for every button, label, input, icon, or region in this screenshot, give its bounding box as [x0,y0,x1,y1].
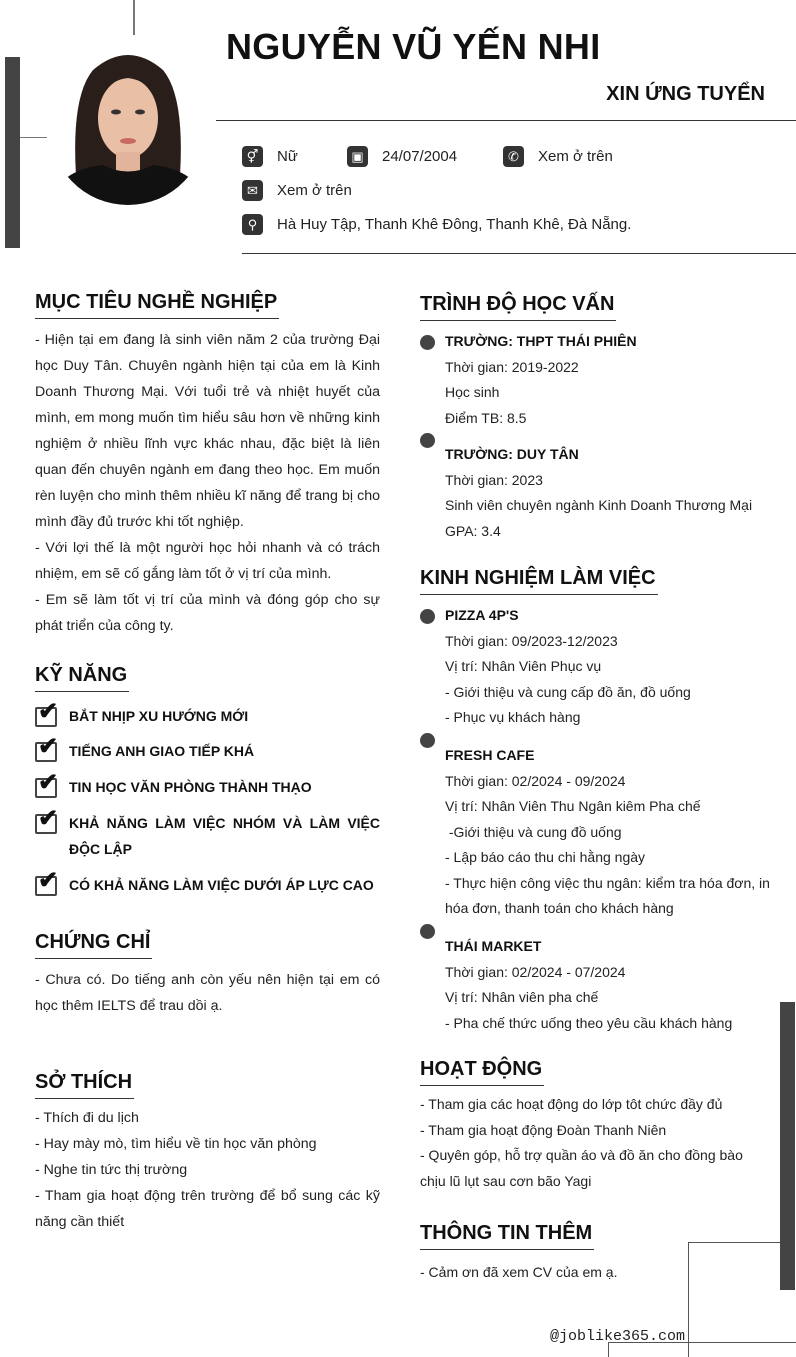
entry-title: PIZZA 4P'S [445,607,519,623]
entry-line: Thời gian: 02/2024 - 07/2024 [445,963,626,980]
entry-line: - Giới thiệu và cung cấp đồ ăn, đồ uống [445,683,691,700]
entry-line: Sinh viên chuyên ngành Kinh Doanh Thương Mại [445,497,753,513]
objective-paragraph: - Em sẽ làm tốt vị trí của mình và đóng góp cho sự phát triển của công ty. [35,592,380,634]
section-certificates [35,931,380,1019]
watermark: @joblike365.com [550,1328,686,1345]
section-experience [420,567,658,595]
entry-line: - Lập báo cáo thu chi hằng ngày [445,849,646,865]
section-title: TRÌNH ĐỘ HỌC VẤN [420,293,616,321]
divider [216,120,796,121]
bullet-icon [420,335,435,350]
skill-label: KHẢ NĂNG LÀM VIỆC NHÓM VÀ LÀM VIỆC ĐỘC LẬP [69,815,380,857]
dob-value: 24/07/2004 [382,148,458,165]
hobby-item: - Tham gia hoạt động trên trường để bổ sung các kỹ năng cần thiết [35,1188,380,1230]
hobby-item: - Hay mày mò, tìm hiểu về tin học văn phòng [35,1136,317,1152]
decor-right-bar [780,1002,795,1290]
objective-paragraph: - Hiện tại em đang là sinh viên năm 2 của trường Đại học Duy Tân. Chuyên ngành hiện tại của em là Kinh Doanh Thương Mại. Với tuổi trẻ và nhiệt huyết của mình, em mong muốn tìm hiểu sâu hơn về những kinh nghiệm ở nhiều lĩnh vực khác nhau, đặc biệt là liên quan đến chuyên ngành em đang theo học. Em muốn rèn luyện cho mình thêm nhiều kĩ năng để trang bị cho mình đầy đủ trước khi tốt nghiệp. [35,332,380,530]
skill-label: TIN HỌC VĂN PHÒNG THÀNH THẠO [69,779,312,795]
hobby-item: - Thích đi du lịch [35,1110,139,1126]
bullet-icon [420,733,435,748]
experience-item [420,733,780,922]
job-title: XIN ỨNG TUYỂN [606,83,765,105]
entry-line: Vị trí: Nhân Viên Phục vụ [445,658,602,674]
candidate-name: NGUYỄN VŨ YẾN NHI [226,26,601,67]
bullet-icon [420,609,435,624]
education-item [420,329,780,431]
avatar [48,40,208,205]
section-hobbies [35,1071,380,1235]
decor-line [20,137,47,138]
skill-item [35,769,380,800]
entry-line: - Phục vụ khách hàng [445,709,581,725]
activity-item: - Quyên góp, hỗ trợ quần áo và đồ ăn cho đồng bào chịu lũ lụt sau cơn bão Yagi [420,1147,743,1190]
entry-line: GPA: 3.4 [445,522,501,539]
decor-left-bar [5,57,20,248]
contact-phone [503,146,613,167]
activity-item: - Tham gia hoạt động Đoàn Thanh Niên [420,1121,667,1138]
contact-email [242,180,352,201]
hobbies-list [35,1105,380,1235]
activities-list [420,1092,770,1195]
section-activities [420,1058,770,1195]
entry-title: TRƯỜNG: DUY TÂN [445,446,579,462]
entry-title: THÁI MARKET [445,938,542,954]
checkbox-checked-icon: ✔ [35,776,61,798]
phone-value: Xem ở trên [538,148,613,165]
entry-title: TRƯỜNG: THPT THÁI PHIÊN [445,333,637,349]
entry-line: Điểm TB: 8.5 [445,409,527,426]
phone-icon: ✆ [503,146,524,167]
checkbox-checked-icon: ✔ [35,874,61,896]
section-education [420,293,616,321]
section-title: SỞ THÍCH [35,1071,134,1099]
entry-line: Vị trí: Nhân viên pha chế [445,989,599,1005]
entry-line: Thời gian: 2019-2022 [445,358,579,375]
section-title: MỤC TIÊU NGHỀ NGHIỆP [35,291,279,319]
divider [242,253,796,254]
bullet-icon [420,924,435,939]
decor-box [688,1242,780,1357]
calendar-icon: ▣ [347,146,368,167]
skill-label: CÓ KHẢ NĂNG LÀM VIỆC DƯỚI ÁP LỰC CAO [69,877,374,893]
address-value: Hà Huy Tập, Thanh Khê Đông, Thanh Khê, Đà Nẵng. [277,216,632,233]
mail-icon: ✉ [242,180,263,201]
entry-line: - Pha chế thức uống theo yêu cầu khách hàng [445,1014,733,1031]
contact-dob [347,146,457,167]
entry-line: Học sinh [445,384,500,400]
checkbox-checked-icon: ✔ [35,812,61,834]
entry-line: Thời gian: 2023 [445,471,543,488]
objective-text [35,327,380,639]
extra-text: - Cảm ơn đã xem CV của em ạ. [420,1264,618,1280]
entry-title: FRESH CAFE [445,747,535,763]
bullet-icon [420,433,435,448]
entry-line: -Giới thiệu và cung đồ uống [445,823,622,840]
section-title: KINH NGHIỆM LÀM VIỆC [420,567,658,595]
checkbox-checked-icon: ✔ [35,740,61,762]
skill-item [35,733,380,764]
section-skills [35,664,129,692]
entry-line: - Thực hiện công việc thu ngân: kiểm tra hóa đơn, in hóa đơn, thanh toán cho khách hàng [445,874,770,916]
gender-value: Nữ [277,148,298,165]
education-item [420,433,780,544]
section-extra [420,1222,617,1285]
section-title: THÔNG TIN THÊM [420,1222,594,1250]
section-objective [35,291,380,639]
section-title: KỸ NĂNG [35,664,129,692]
section-title: CHỨNG CHỈ [35,931,152,959]
experience-item [420,603,780,731]
gender-icon: ⚥ [242,146,263,167]
decor-line [133,0,135,35]
certificates-text: - Chưa có. Do tiếng anh còn yếu nên hiện tại em có học thêm IELTS để trau dồi ạ. [35,972,380,1014]
section-title: HOẠT ĐỘNG [420,1058,544,1086]
skill-item [35,867,380,898]
entry-line: Thời gian: 02/2024 - 09/2024 [445,772,626,789]
checkbox-checked-icon: ✔ [35,705,61,727]
contact-address [242,214,631,235]
contact-gender [242,146,298,167]
activity-item: - Tham gia các hoạt động do lớp tôt chức đầy đủ [420,1096,723,1112]
entry-line: Thời gian: 09/2023-12/2023 [445,632,618,649]
objective-paragraph: - Với lợi thế là một người học hỏi nhanh và có trách nhiệm, em sẽ cố gắng làm tốt ở vị trí của mình. [35,540,380,582]
entry-line: Vị trí: Nhân Viên Thu Ngân kiêm Pha chế [445,798,701,814]
skill-item [35,698,380,729]
experience-item [420,924,780,1036]
hobby-item: - Nghe tin tức thị trường [35,1162,188,1178]
skill-label: BẮT NHỊP XU HƯỚNG MỚI [69,708,249,724]
email-value: Xem ở trên [277,182,352,199]
skill-item [35,805,380,862]
location-icon: ⚲ [242,214,263,235]
skill-label: TIẾNG ANH GIAO TIẾP KHÁ [69,743,255,759]
